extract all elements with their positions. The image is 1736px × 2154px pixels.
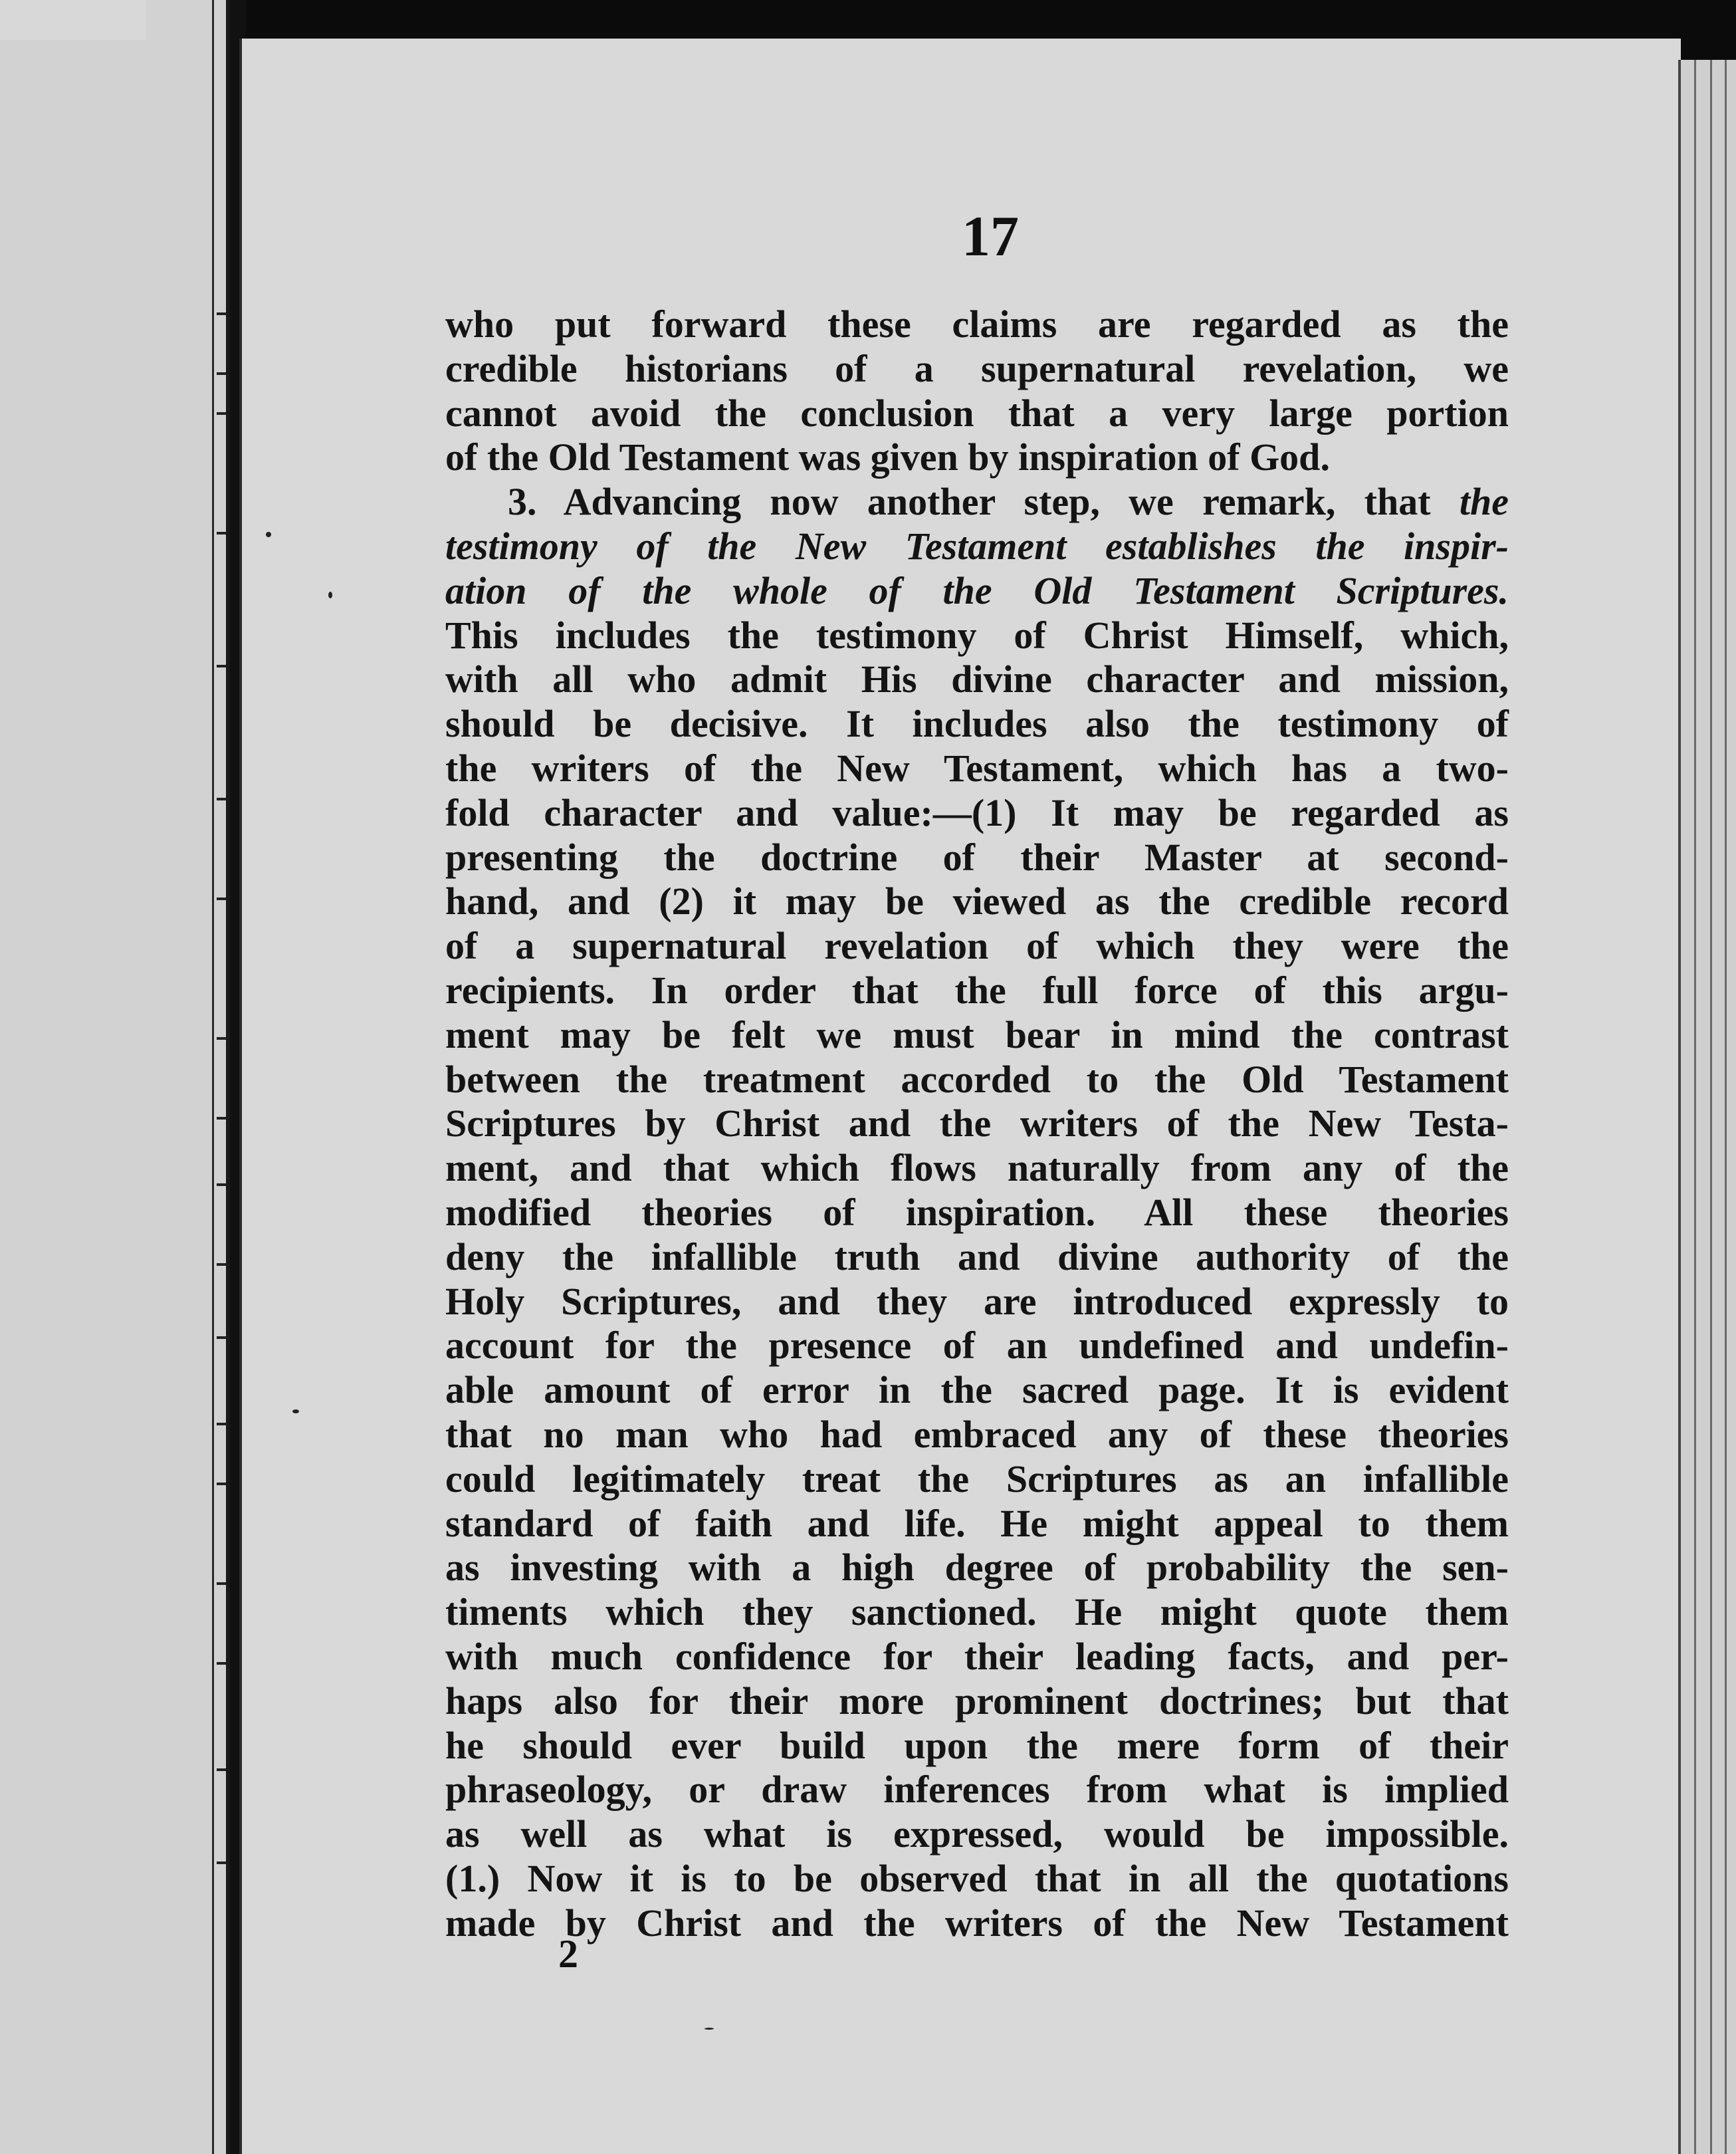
text-line: [445, 569, 1509, 614]
text-line-roman: fold character and value:—(1) It may be regarded as: [445, 790, 1509, 834]
text-line-roman: that no man who had embraced any of these theories: [445, 1412, 1509, 1456]
text-line-roman: should be decisive. It includes also the testimony of: [445, 702, 1509, 746]
text-line: [445, 791, 1509, 836]
text-line-roman: as well as what is expressed, would be impossible.: [445, 1812, 1509, 1856]
text-line-roman: account for the presence of an undefined and undefin-: [445, 1324, 1509, 1368]
text-line-roman: presenting the doctrine of their Master at second-: [445, 835, 1509, 879]
text-line-roman: haps also for their more prominent doctrines; but that: [445, 1679, 1509, 1723]
text-line-roman: Holy Scriptures, and they are introduced expressly to: [445, 1279, 1509, 1323]
text-line-roman: he should ever build upon the mere form of their: [445, 1723, 1509, 1767]
text-line: [445, 480, 1509, 525]
text-line-roman: made by Christ and the writers of the New Testament: [445, 1901, 1509, 1945]
text-line: [445, 392, 1509, 436]
text-line: [445, 1013, 1509, 1058]
signature-mark: 2: [558, 1932, 578, 1976]
text-line: [445, 614, 1509, 658]
text-line-roman: This includes the testimony of Christ Himself, which,: [445, 613, 1509, 657]
text-line-roman: of a supernatural revelation of which they were the: [445, 924, 1509, 968]
text-line: [445, 1058, 1509, 1102]
text-line: [445, 1280, 1509, 1324]
text-line: [445, 1191, 1509, 1235]
text-line-roman: phraseology, or draw inferences from what is implied: [445, 1768, 1509, 1812]
text-line-roman: with much confidence for their leading facts, and per-: [445, 1634, 1509, 1678]
text-line-roman: of the Old Testament was given by inspiration of God.: [445, 435, 1330, 479]
text-line-roman: deny the infallible truth and divine authority of the: [445, 1235, 1509, 1278]
text-line: [445, 1413, 1509, 1457]
text-line: [445, 1502, 1509, 1546]
text-line: [445, 1324, 1509, 1368]
text-line: [445, 969, 1509, 1013]
page-stack-edge: [1678, 60, 1736, 2154]
page-speck: [328, 592, 332, 598]
text-line-italic: the: [1459, 480, 1509, 524]
text-line-roman: (1.) Now it is to be observed that in all the quotations: [445, 1856, 1509, 1900]
text-line-roman: hand, and (2) it may be viewed as the credible record: [445, 880, 1509, 923]
text-line: [445, 347, 1509, 392]
text-line-roman: Scriptures by Christ and the writers of the New Testa-: [445, 1102, 1509, 1145]
text-line: [445, 658, 1509, 702]
text-line: [445, 1768, 1509, 1812]
text-line-roman: with all who admit His divine character and mission,: [445, 658, 1509, 701]
text-line-roman: the writers of the New Testament, which has a two-: [445, 746, 1509, 790]
text-line: [445, 880, 1509, 924]
text-line-roman: who put forward these claims are regarded as the: [445, 302, 1509, 346]
text-line-roman: 3. Advancing now another step, we remark, that: [508, 480, 1460, 524]
text-line-roman: ment may be felt we must bear in mind the contrast: [445, 1013, 1509, 1056]
page-speck: [705, 2028, 714, 2030]
text-line: [445, 747, 1509, 791]
text-line: [445, 302, 1509, 347]
text-line: [445, 1235, 1509, 1280]
text-line: [445, 1724, 1509, 1768]
text-line: [445, 1368, 1509, 1413]
text-line: [445, 702, 1509, 747]
text-line: [445, 1635, 1509, 1679]
text-line-roman: ment, and that which flows naturally from any of the: [445, 1146, 1509, 1190]
text-line: [445, 1812, 1509, 1857]
text-line: [445, 1590, 1509, 1635]
text-line: [445, 435, 1509, 480]
text-line: [445, 1679, 1509, 1724]
text-line: [445, 1457, 1509, 1502]
text-line-roman: timents which they sanctioned. He might quote them: [445, 1590, 1509, 1634]
text-line: [445, 1102, 1509, 1146]
facing-page-fold-line: [212, 0, 214, 2154]
body-text: [445, 302, 1509, 1945]
text-line-roman: credible historians of a supernatural revelation, we: [445, 346, 1509, 390]
text-line-roman: as investing with a high degree of probability the sen-: [445, 1546, 1509, 1590]
text-line-italic: testimony of the New Testament establishes the inspir-: [445, 524, 1509, 568]
page-speck: [266, 532, 271, 537]
page-speck: [292, 1409, 299, 1413]
facing-page-edge: [0, 0, 230, 2154]
text-line: [445, 525, 1509, 569]
page-number: 17: [962, 204, 1019, 268]
text-line-roman: recipients. In order that the full force of this argu-: [445, 968, 1509, 1012]
text-line: [445, 836, 1509, 880]
text-line: [445, 1146, 1509, 1191]
text-line-roman: modified theories of inspiration. All these theories: [445, 1190, 1509, 1234]
text-line-roman: able amount of error in the sacred page. It is evident: [445, 1368, 1509, 1412]
text-line-roman: could legitimately treat the Scriptures as an infallible: [445, 1457, 1509, 1500]
text-line: [445, 924, 1509, 969]
facing-page-top-tab: [0, 0, 146, 40]
text-line: [445, 1546, 1509, 1590]
text-line: [445, 1857, 1509, 1901]
text-line-italic: ation of the whole of the Old Testament Scriptures.: [445, 568, 1509, 612]
text-line-roman: cannot avoid the conclusion that a very large portion: [445, 391, 1509, 435]
text-line: [445, 1901, 1509, 1946]
text-line-roman: standard of faith and life. He might appeal to them: [445, 1501, 1509, 1545]
text-line-roman: between the treatment accorded to the Old Testament: [445, 1057, 1509, 1101]
